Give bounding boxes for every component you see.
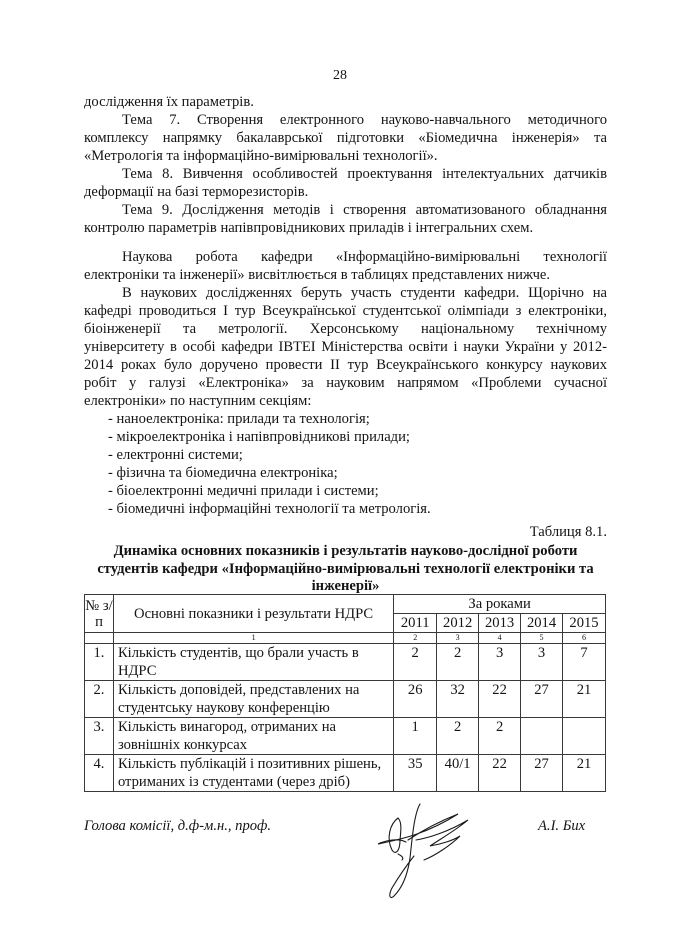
column-number: 5: [521, 633, 563, 644]
row-value: 2: [479, 718, 521, 755]
header-years-group: За роками: [394, 595, 606, 614]
text-line: біоінженерії та метрології. Херсонському національному технічному: [84, 321, 607, 337]
header-year: 2015: [563, 614, 606, 633]
text-line: кафедрі проводиться І тур Всеукраїнської студентської олімпіади з електроніки,: [84, 303, 607, 319]
header-indicator: Основні показники і результати НДРС: [113, 595, 393, 633]
row-value: 26: [394, 681, 437, 718]
section-item: - наноелектроніка: прилади та технологія;: [108, 411, 370, 427]
row-value: 21: [563, 755, 606, 792]
text-line: контролю параметрів напівпровідникових приладів і інтегральних схем.: [84, 220, 534, 236]
row-num: 4.: [85, 755, 114, 792]
header-num: № з/п: [85, 595, 114, 633]
table-row: [85, 718, 606, 755]
row-num: 3.: [85, 718, 114, 755]
column-number: 3: [437, 633, 479, 644]
row-value: [563, 718, 606, 755]
column-number: 1: [113, 633, 393, 644]
text-line: деформації на базі терморезисторів.: [84, 184, 309, 200]
row-value: 3: [479, 644, 521, 681]
section-item: - біоелектронні медичні прилади і системи;: [108, 483, 379, 499]
text-line: електроніки» по наступним секціям:: [84, 393, 312, 409]
section-item: - фізична та біомедична електроніка;: [108, 465, 338, 481]
section-item: - електронні системи;: [108, 447, 243, 463]
row-value: 7: [563, 644, 606, 681]
text-line: «Метрологія та інформаційно-вимірювальні технології».: [84, 148, 438, 164]
header-year: 2013: [479, 614, 521, 633]
row-value: 2: [394, 644, 437, 681]
row-indicator: Кількість доповідей, представлених на студентську наукову конференцію: [113, 681, 393, 718]
header-year: 2014: [521, 614, 563, 633]
table-title-line: студентів кафедри «Інформаційно-вимірювальні технології електроніки та: [97, 561, 594, 577]
page-number: 28: [333, 68, 347, 83]
column-number: [85, 633, 114, 644]
row-value: 22: [479, 755, 521, 792]
text-line: комплексу напрямку бакалаврської підготовки «Біомедична інженерія» та: [84, 130, 607, 146]
header-year: 2012: [437, 614, 479, 633]
row-indicator: Кількість студентів, що брали участь в НДРС: [113, 644, 393, 681]
text-line: Тема 7. Створення електронного науково-навчального методичного: [122, 112, 607, 128]
row-value: 1: [394, 718, 437, 755]
text-line: Наукова робота кафедри «Інформаційно-вимірювальні технології: [122, 249, 607, 265]
signatory-name: А.І. Бих: [538, 818, 586, 834]
row-value: 2: [437, 644, 479, 681]
section-item: - мікроелектроніка і напівпровідникові прилади;: [108, 429, 410, 445]
row-indicator: Кількість винагород, отриманих на зовнішніх конкурсах: [113, 718, 393, 755]
row-indicator: Кількість публікацій і позитивних рішень, отриманих із студентами (через дріб): [113, 755, 393, 792]
text-line: Тема 8. Вивчення особливостей проектування інтелектуальних датчиків: [122, 166, 607, 182]
row-value: 21: [563, 681, 606, 718]
row-value: 35: [394, 755, 437, 792]
row-value: 27: [521, 681, 563, 718]
row-value: 40/1: [437, 755, 479, 792]
text-line: 2014 роках було доручено провести ІІ тур Всеукраїнського конкурсу наукових: [84, 357, 607, 373]
text-line: Тема 9. Дослідження методів і створення автоматизованого обладнання: [122, 202, 607, 218]
column-number: 2: [394, 633, 437, 644]
row-value: [521, 718, 563, 755]
row-value: 2: [437, 718, 479, 755]
column-number: 6: [563, 633, 606, 644]
row-num: 2.: [85, 681, 114, 718]
table-caption: Таблиця 8.1.: [529, 524, 607, 540]
row-value: 22: [479, 681, 521, 718]
section-item: - біомедичні інформаційні технології та метрологія.: [108, 501, 431, 517]
header-year: 2011: [394, 614, 437, 633]
text-line: робіт у галузі «Електроніка» за науковим напрямом «Проблеми сучасної: [84, 375, 607, 391]
text-line: дослідження їх параметрів.: [84, 94, 254, 110]
text-line: університету в особі кафедри ІВТЕІ Міністерства освіти і науки України у 2012-: [84, 339, 607, 355]
row-value: 3: [521, 644, 563, 681]
table-title-line: інженерії»: [311, 578, 380, 594]
table-row: [85, 681, 606, 718]
table-row: [85, 755, 606, 792]
row-value: 27: [521, 755, 563, 792]
signatory-position: Голова комісії, д.ф-м.н., проф.: [84, 818, 272, 834]
column-number: 4: [479, 633, 521, 644]
results-table: [84, 594, 606, 792]
row-value: 32: [437, 681, 479, 718]
text-line: електроніки та інженерії» висвітлюється в таблицях представлених нижче.: [84, 267, 551, 283]
table-title-line: Динаміка основних показників і результатів науково-дослідної роботи: [113, 543, 578, 559]
row-num: 1.: [85, 644, 114, 681]
signature-icon: [368, 800, 488, 905]
text-line: В наукових дослідженнях беруть участь студенти кафедри. Щорічно на: [122, 285, 607, 301]
column-number-row: [85, 633, 606, 644]
table-row: [85, 644, 606, 681]
